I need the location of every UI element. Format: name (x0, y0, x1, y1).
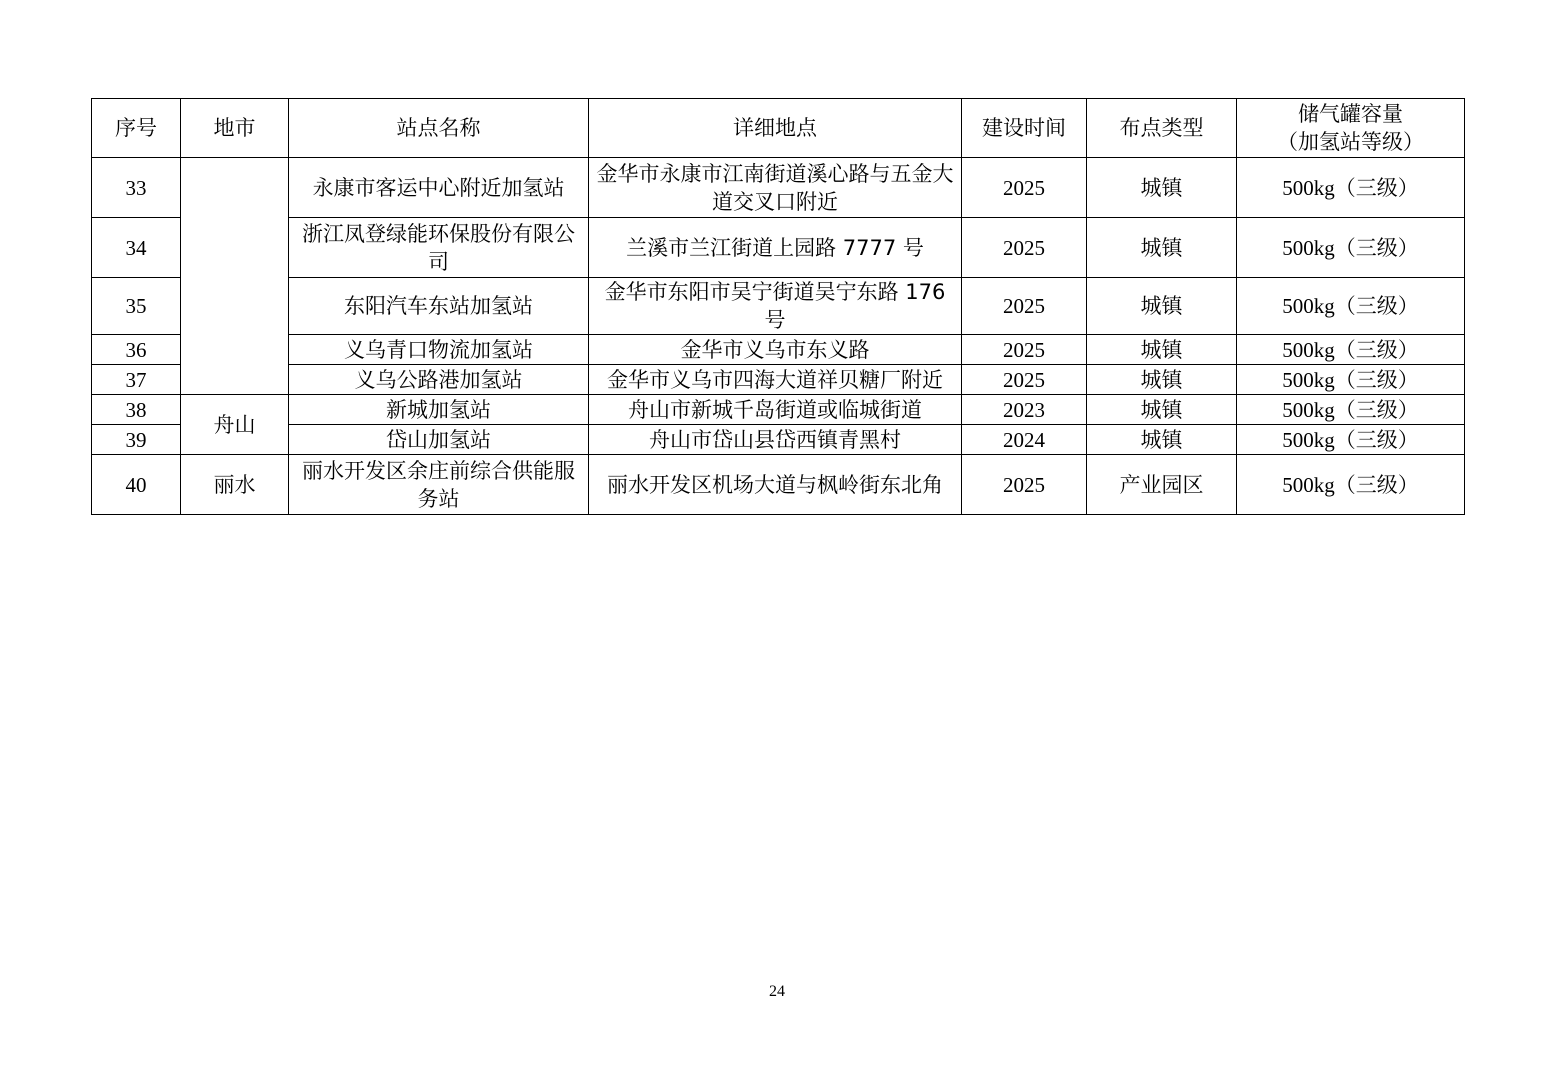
header-capacity-line1: 储气罐容量 (1298, 102, 1403, 126)
row-build-year: 2025 (962, 335, 1087, 365)
row-station-name: 丽水开发区余庄前综合供能服务站 (289, 455, 589, 515)
row-layout-type: 产业园区 (1087, 455, 1237, 515)
table-row (92, 425, 1465, 455)
row-station-name: 义乌青口物流加氢站 (289, 335, 589, 365)
row-capacity: 500kg（三级） (1237, 218, 1465, 278)
row-index: 37 (92, 365, 181, 395)
row-layout-type: 城镇 (1087, 425, 1237, 455)
row-address: 丽水开发区机场大道与枫岭街东北角 (589, 455, 962, 515)
row-index: 35 (92, 278, 181, 335)
row-address: 舟山市岱山县岱西镇青黑村 (589, 425, 962, 455)
row-layout-type: 城镇 (1087, 278, 1237, 335)
row-station-name: 东阳汽车东站加氢站 (289, 278, 589, 335)
row-layout-type: 城镇 (1087, 218, 1237, 278)
row-index: 38 (92, 395, 181, 425)
row-address: 金华市东阳市吴宁街道吴宁东路 176 号 (589, 278, 962, 335)
header-city: 地市 (181, 99, 289, 158)
row-layout-type: 城镇 (1087, 158, 1237, 218)
row-build-year: 2024 (962, 425, 1087, 455)
table-row (92, 395, 1465, 425)
row-city-empty (181, 158, 289, 395)
row-index: 36 (92, 335, 181, 365)
header-capacity-line2: （加氢站等级） (1277, 130, 1424, 154)
row-address: 舟山市新城千岛街道或临城街道 (589, 395, 962, 425)
row-build-year: 2025 (962, 278, 1087, 335)
table-row (92, 158, 1465, 218)
row-layout-type: 城镇 (1087, 335, 1237, 365)
row-station-name: 永康市客运中心附近加氢站 (289, 158, 589, 218)
row-build-year: 2025 (962, 455, 1087, 515)
header-address: 详细地点 (589, 99, 962, 158)
header-build-year: 建设时间 (962, 99, 1087, 158)
row-build-year: 2025 (962, 218, 1087, 278)
row-capacity: 500kg（三级） (1237, 365, 1465, 395)
page-number: 24 (769, 983, 785, 1000)
row-station-name: 新城加氢站 (289, 395, 589, 425)
header-capacity (1237, 99, 1465, 158)
row-address: 兰溪市兰江街道上园路 7777 号 (589, 218, 962, 278)
table-row (92, 455, 1465, 515)
row-build-year: 2023 (962, 395, 1087, 425)
header-station-name: 站点名称 (289, 99, 589, 158)
row-capacity: 500kg（三级） (1237, 395, 1465, 425)
row-capacity: 500kg（三级） (1237, 158, 1465, 218)
table-row (92, 335, 1465, 365)
row-address: 金华市义乌市四海大道祥贝糖厂附近 (589, 365, 962, 395)
row-index: 33 (92, 158, 181, 218)
row-layout-type: 城镇 (1087, 365, 1237, 395)
hydrogen-station-table (91, 98, 1465, 515)
row-address: 金华市义乌市东义路 (589, 335, 962, 365)
row-station-name: 岱山加氢站 (289, 425, 589, 455)
row-city: 丽水 (181, 455, 289, 515)
row-address: 金华市永康市江南街道溪心路与五金大道交叉口附近 (589, 158, 962, 218)
row-capacity: 500kg（三级） (1237, 455, 1465, 515)
row-index: 40 (92, 455, 181, 515)
row-index: 39 (92, 425, 181, 455)
row-layout-type: 城镇 (1087, 395, 1237, 425)
header-index: 序号 (92, 99, 181, 158)
row-build-year: 2025 (962, 365, 1087, 395)
row-capacity: 500kg（三级） (1237, 425, 1465, 455)
row-station-name: 义乌公路港加氢站 (289, 365, 589, 395)
table-header-row (92, 99, 1465, 158)
row-build-year: 2025 (962, 158, 1087, 218)
table-row (92, 218, 1465, 278)
row-city: 舟山 (181, 395, 289, 455)
row-station-name: 浙江凤登绿能环保股份有限公司 (289, 218, 589, 278)
table-row (92, 365, 1465, 395)
row-capacity: 500kg（三级） (1237, 278, 1465, 335)
table-row (92, 278, 1465, 335)
row-index: 34 (92, 218, 181, 278)
row-capacity: 500kg（三级） (1237, 335, 1465, 365)
header-layout-type: 布点类型 (1087, 99, 1237, 158)
